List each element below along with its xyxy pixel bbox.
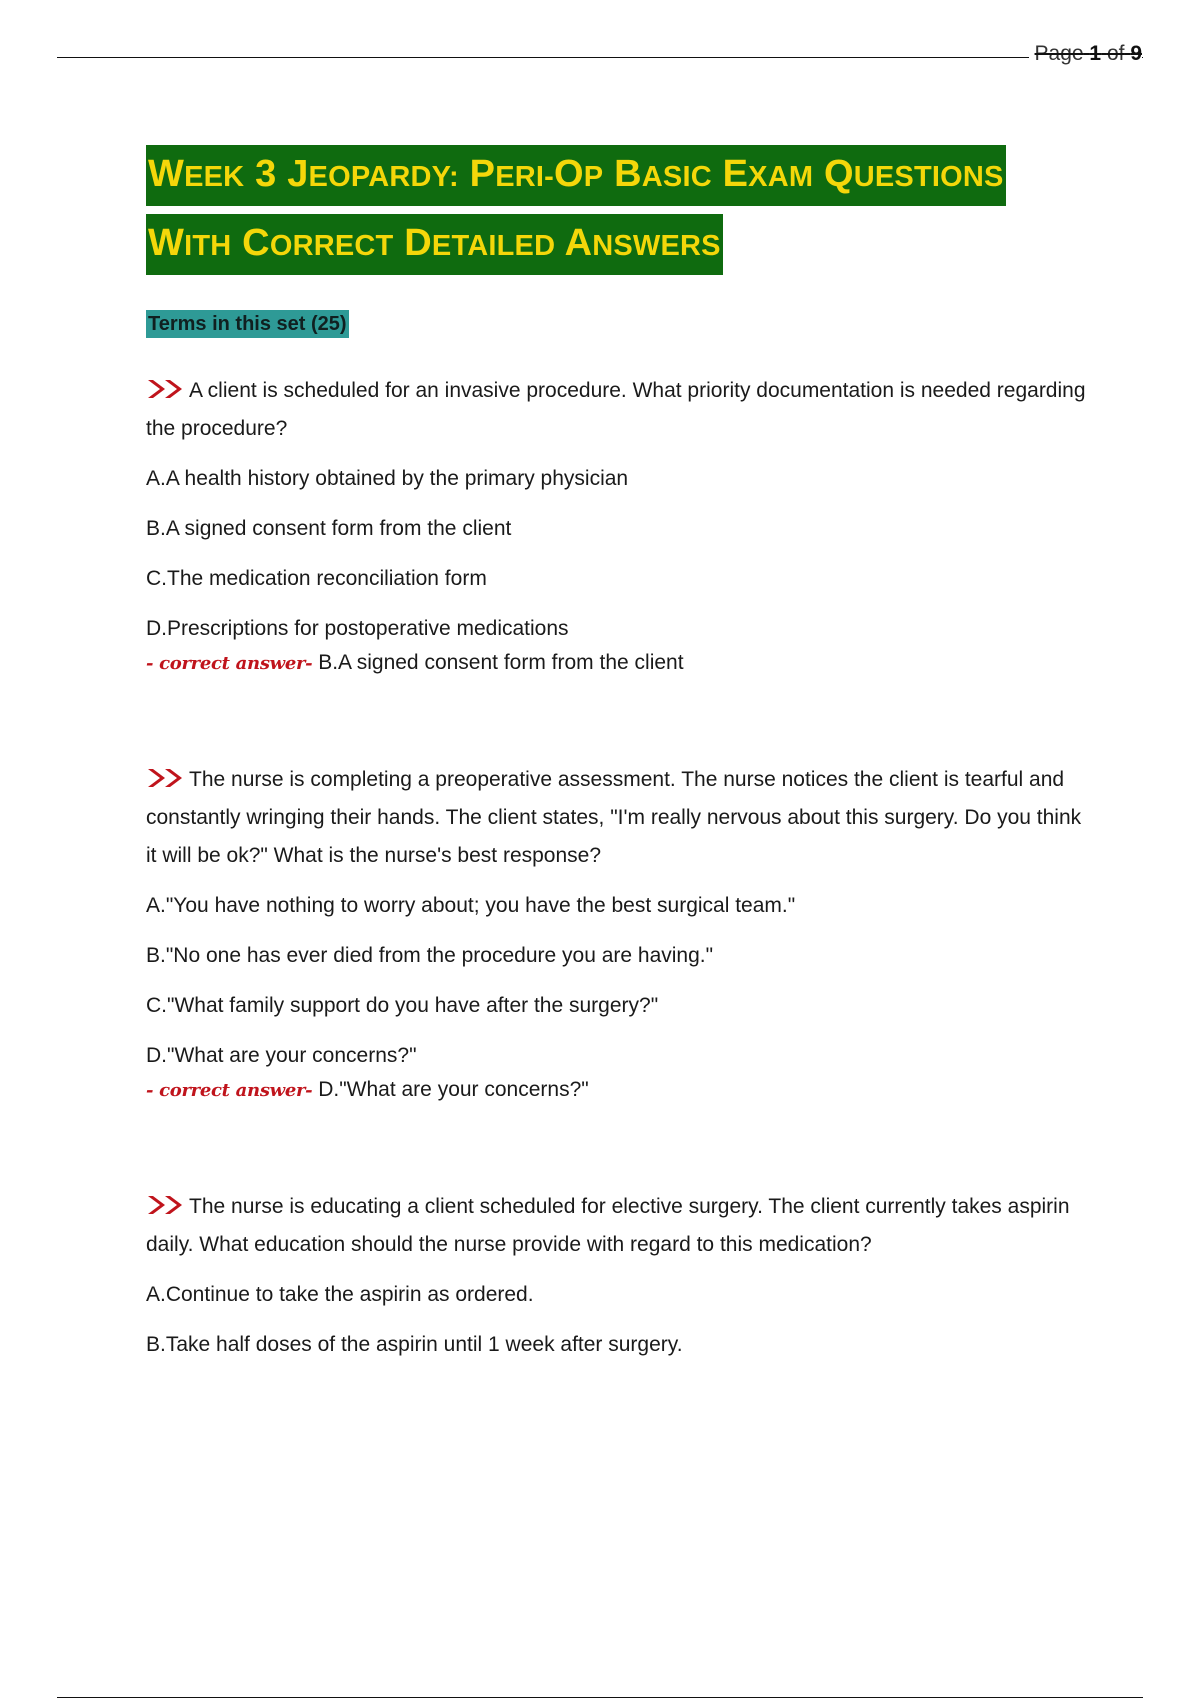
question-stem: A client is scheduled for an invasive procedure. What priority documentation is needed regarding the procedure? <box>146 379 1086 440</box>
answer-option: D."What are your concerns?" <box>146 1044 417 1067</box>
title-highlight: WITH CORRECT DETAILED ANSWERS <box>146 214 723 275</box>
answer-option: A."You have nothing to worry about; you have the best surgical team." <box>146 894 796 917</box>
answer-option: B."No one has ever died from the procedure you are having." <box>146 944 714 967</box>
double-chevron-right-icon <box>146 378 186 400</box>
answer-option: B.Take half doses of the aspirin until 1 week after surgery. <box>146 1333 683 1356</box>
answer-option: D.Prescriptions for postoperative medications <box>146 617 569 640</box>
header-rule <box>57 57 1143 58</box>
question-block-3 <box>146 1188 1096 1364</box>
answer-option: A.A health history obtained by the primary physician <box>146 467 629 490</box>
double-chevron-right-icon <box>146 767 186 789</box>
correct-answer-text: D."What are your concerns?" <box>318 1078 589 1101</box>
question-stem: The nurse is educating a client scheduled for elective surgery. The client currently takes aspirin daily. What education should the nurse provide with regard to this medication? <box>146 1195 1070 1256</box>
question-stem: The nurse is completing a preoperative assessment. The nurse notices the client is tearful and constantly wringing their hands. The client states, "I'm really nervous about this surgery. Do you think it will be ok?" What is the nurse's best response? <box>146 768 1082 867</box>
document-title-line-1 <box>146 145 1096 206</box>
document-body <box>146 145 1096 1364</box>
correct-answer-line <box>146 1075 1096 1106</box>
document-title-line-2 <box>146 214 1096 275</box>
answer-option: B.A signed consent form from the client <box>146 517 512 540</box>
correct-answer-label: - correct answer- <box>146 1080 313 1101</box>
answer-option: A.Continue to take the aspirin as ordered. <box>146 1283 534 1306</box>
terms-count-label: Terms in this set (25) <box>146 310 349 338</box>
answer-option: C."What family support do you have after the surgery?" <box>146 994 659 1017</box>
title-highlight: WEEK 3 JEOPARDY: PERI-OP BASIC EXAM QUESTIONS <box>146 145 1006 206</box>
page-number: Page 1 of 9 <box>1029 42 1142 66</box>
correct-answer-label: - correct answer- <box>146 653 313 674</box>
double-chevron-right-icon <box>146 1194 186 1216</box>
question-block-2 <box>146 761 1096 1106</box>
correct-answer-line <box>146 648 1096 679</box>
correct-answer-text: B.A signed consent form from the client <box>318 651 684 674</box>
footer-rule <box>57 1697 1143 1698</box>
answer-option: C.The medication reconciliation form <box>146 567 487 590</box>
question-block-1 <box>146 372 1096 679</box>
